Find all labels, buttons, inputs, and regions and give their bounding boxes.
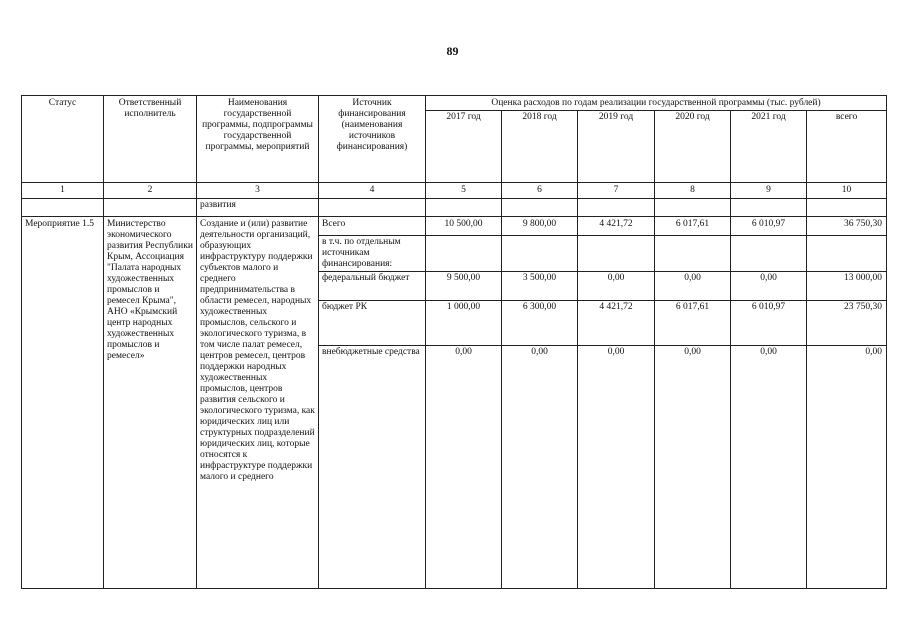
measure-name: Создание и (или) развитие деятельности организаций, образующих инфраструктуру поддержки субъектов малого и среднего предпринимательства в области ремесел, народных художественных промыслов, сельского и экологического туризма, в том числе палат ремесел, центров ремесел, центров поддержки народных художественных промыслов, центров развития сельского и экологического туризма, как юридических лиц или структурных подразделений юридических лиц, которые относятся к инфраструктуре поддержки малого и среднего <box>197 217 319 589</box>
value-cell-total <box>807 236 887 272</box>
value-cell: 9 500,00 <box>426 272 502 301</box>
budget-table <box>21 95 887 589</box>
header-source: Источник финансирования (наименования источников финансирования) <box>319 96 426 183</box>
header-executor: Ответственный исполнитель <box>104 96 197 183</box>
source-cell: бюджет РК <box>319 301 426 346</box>
header-row <box>22 96 887 111</box>
source-cell: федеральный бюджет <box>319 272 426 301</box>
value-cell: 6 017,61 <box>655 301 731 346</box>
value-cell <box>731 236 807 272</box>
header-year: 2020 год <box>655 111 731 183</box>
measure-status: Мероприятие 1.5 <box>22 217 104 589</box>
value-cell-total: 13 000,00 <box>807 272 887 301</box>
column-number: 8 <box>655 183 731 199</box>
value-cell-total: 36 750,30 <box>807 217 887 236</box>
value-cell: 4 421,72 <box>578 301 655 346</box>
column-number: 5 <box>426 183 502 199</box>
value-cell <box>655 236 731 272</box>
source-cell: внебюджетные средства <box>319 346 426 589</box>
header-year: 2017 год <box>426 111 502 183</box>
value-cell: 0,00 <box>731 272 807 301</box>
value-cell: 0,00 <box>655 272 731 301</box>
header-year: 2019 год <box>578 111 655 183</box>
value-cell <box>502 236 578 272</box>
source-cell: Всего <box>319 217 426 236</box>
table-row <box>22 217 887 236</box>
column-number: 2 <box>104 183 197 199</box>
value-cell: 10 500,00 <box>426 217 502 236</box>
value-cell: 1 000,00 <box>426 301 502 346</box>
header-year: 2021 год <box>731 111 807 183</box>
column-number: 4 <box>319 183 426 199</box>
value-cell: 9 800,00 <box>502 217 578 236</box>
header-year: 2018 год <box>502 111 578 183</box>
column-number-row <box>22 183 887 199</box>
column-number: 6 <box>502 183 578 199</box>
column-number: 3 <box>197 183 319 199</box>
value-cell: 0,00 <box>502 346 578 589</box>
value-cell: 0,00 <box>578 346 655 589</box>
value-cell: 6 010,97 <box>731 301 807 346</box>
column-number: 10 <box>807 183 887 199</box>
value-cell: 3 500,00 <box>502 272 578 301</box>
continuation-row <box>22 199 887 217</box>
header-program-name: Наименования государственной программы, подпрограммы государственной программы, мероприятий <box>197 96 319 183</box>
value-cell: 4 421,72 <box>578 217 655 236</box>
value-cell-total: 0,00 <box>807 346 887 589</box>
value-cell: 0,00 <box>426 346 502 589</box>
page-number: 89 <box>446 44 459 58</box>
value-cell: 0,00 <box>655 346 731 589</box>
value-cell: 6 010,97 <box>731 217 807 236</box>
column-number: 9 <box>731 183 807 199</box>
column-number: 7 <box>578 183 655 199</box>
value-cell: 0,00 <box>731 346 807 589</box>
value-cell: 6 017,61 <box>655 217 731 236</box>
continuation-text: развития <box>197 199 319 217</box>
column-number: 1 <box>22 183 104 199</box>
value-cell-total: 23 750,30 <box>807 301 887 346</box>
value-cell <box>578 236 655 272</box>
value-cell: 0,00 <box>578 272 655 301</box>
header-estimate-group: Оценка расходов по годам реализации государственной программы (тыс. рублей) <box>426 96 887 111</box>
source-cell: в т.ч. по отдельным источникам финансирования: <box>319 236 426 272</box>
header-total: всего <box>807 111 887 183</box>
header-status: Статус <box>22 96 104 183</box>
value-cell: 6 300,00 <box>502 301 578 346</box>
value-cell <box>426 236 502 272</box>
measure-executor: Министерство экономического развития Республики Крым, Ассоциация "Палата народных художественных промыслов и ремесел Крыма", АНО «Крымский центр народных художественных промыслов и ремесел» <box>104 217 197 589</box>
